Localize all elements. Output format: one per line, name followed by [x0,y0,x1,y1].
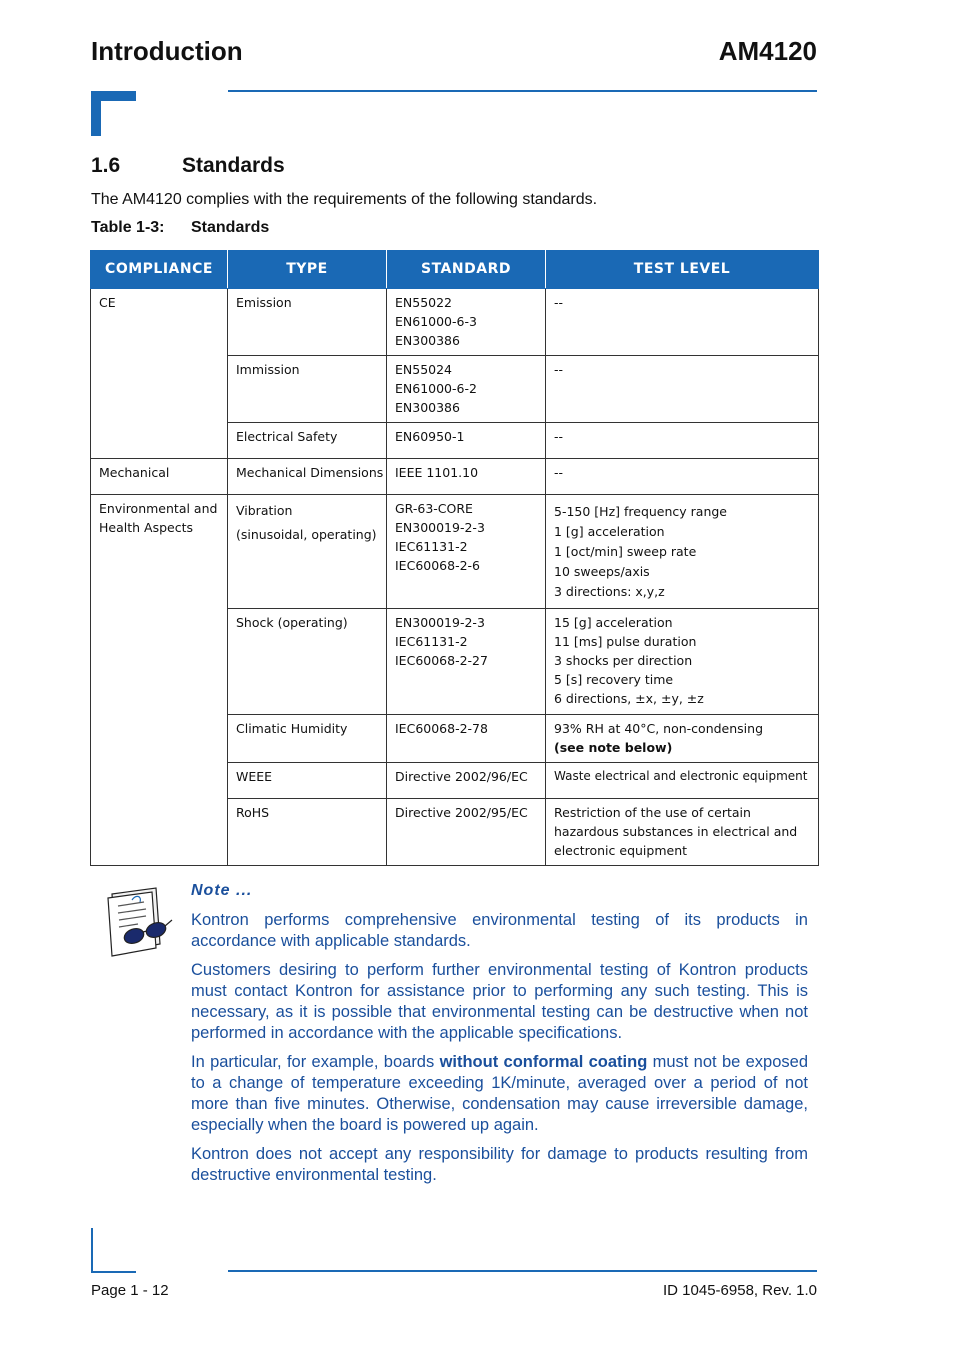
table-row [91,763,819,799]
table-row [91,495,819,609]
cell-standard: EN55024 EN61000-6-2 EN300386 [387,356,546,423]
note-p3-text: In particular, for example, boards [191,1053,440,1071]
header-test-level: TEST LEVEL [546,251,819,289]
see-note-reference: (see note below) [554,740,673,755]
header-rule [228,90,817,92]
cell-type: Electrical Safety [228,423,387,459]
corner-mark-horizontal [91,91,136,101]
note-p3-emphasis: without conformal coating [439,1053,648,1071]
table-header-row [91,251,819,289]
cell-type: RoHS [228,799,387,866]
cell-compliance: CE [91,289,228,356]
cell-test-level [546,715,819,763]
cell-test-level: -- [546,459,819,495]
page-number: Page 1 - 12 [91,1282,169,1299]
table-row [91,799,819,866]
note-title: Note ... [191,882,253,899]
cell-type: WEEE [228,763,387,799]
cell-compliance: Environmental and Health Aspects [91,495,228,609]
footer-corner-vertical [91,1228,93,1273]
cell-test-level: Restriction of the use of certain hazardous substances in electrical and electronic equipment [546,799,819,866]
note-paragraph-3 [191,1052,808,1136]
table-caption-label: Table 1-3: [91,219,165,236]
header-compliance: COMPLIANCE [91,251,228,289]
cell-standard: Directive 2002/96/EC [387,763,546,799]
cell-test-level: -- [546,356,819,423]
cell-compliance: Mechanical [91,459,228,495]
table-row [91,459,819,495]
cell-standard: EN300019-2-3 IEC61131-2 IEC60068-2-27 [387,609,546,715]
section-title: Standards [182,154,285,177]
cell-test-level: -- [546,289,819,356]
cell-standard: IEEE 1101.10 [387,459,546,495]
note-body [191,910,808,1194]
note-p3-text-end: must not be exposed to a change of temperature exceeding 1K/minute, averaged over a period of not more than five minutes. Otherwise, condensation may cause irreversible damage, especially when the board is powered up again. [191,1053,808,1134]
cell-compliance [91,763,228,799]
cell-type: Vibration (sinusoidal, operating) [228,495,387,609]
footer-rule [228,1270,817,1272]
table-row [91,423,819,459]
note-paragraph-1: Kontron performs comprehensive environmental testing of its products in accordance with applicable standards. [191,911,808,950]
cell-test-level: 15 [g] acceleration 11 [ms] pulse duration 3 shocks per direction 5 [s] recovery time 6 directions, ±x, ±y, ±z [546,609,819,715]
section-number: 1.6 [91,154,121,177]
table-row [91,356,819,423]
cell-standard: EN55022 EN61000-6-3 EN300386 [387,289,546,356]
cell-test-level: Waste electrical and electronic equipment [546,763,819,799]
table-row [91,609,819,715]
cell-type: Emission [228,289,387,356]
document-id: ID 1045-6958, Rev. 1.0 [663,1282,817,1299]
cell-type: Immission [228,356,387,423]
cell-standard: GR-63-CORE EN300019-2-3 IEC61131-2 IEC60068-2-6 [387,495,546,609]
cell-compliance [91,423,228,459]
cell-type: Climatic Humidity [228,715,387,763]
cell-compliance [91,609,228,715]
cell-standard: EN60950-1 [387,423,546,459]
product-name: AM4120 [718,36,817,66]
note-paragraph-2: Customers desiring to perform further environmental testing of Kontron products must contact Kontron for assistance prior to performing any such testing. This is necessary, as it is possible that environmental testing can be destructive when not performed in accordance with the applicable specifications. [191,961,808,1042]
cell-compliance [91,715,228,763]
header-type: TYPE [228,251,387,289]
cell-compliance [91,356,228,423]
cell-standard: Directive 2002/95/EC [387,799,546,866]
standards-table [90,250,819,866]
table-row [91,715,819,763]
cell-test-level: -- [546,423,819,459]
cell-test-level: 5-150 [Hz] frequency range 1 [g] acceleration 1 [oct/min] sweep rate 10 sweeps/axis 3 directions: x,y,z [546,495,819,609]
cell-standard: IEC60068-2-78 [387,715,546,763]
humidity-test-text: 93% RH at 40°C, non-condensing [554,721,764,736]
footer-corner-horizontal [91,1271,136,1273]
cell-compliance [91,799,228,866]
cell-type: Mechanical Dimensions [228,459,387,495]
table-row [91,289,819,356]
intro-paragraph: The AM4120 complies with the requirements of the following standards. [91,191,598,208]
note-paragraph-4: Kontron does not accept any responsibility for damage to products resulting from destructive environmental testing. [191,1145,808,1184]
note-reading-glasses-icon [98,886,174,958]
header-standard: STANDARD [387,251,546,289]
table-caption-title: Standards [191,219,270,236]
cell-type: Shock (operating) [228,609,387,715]
chapter-title: Introduction [91,36,243,66]
